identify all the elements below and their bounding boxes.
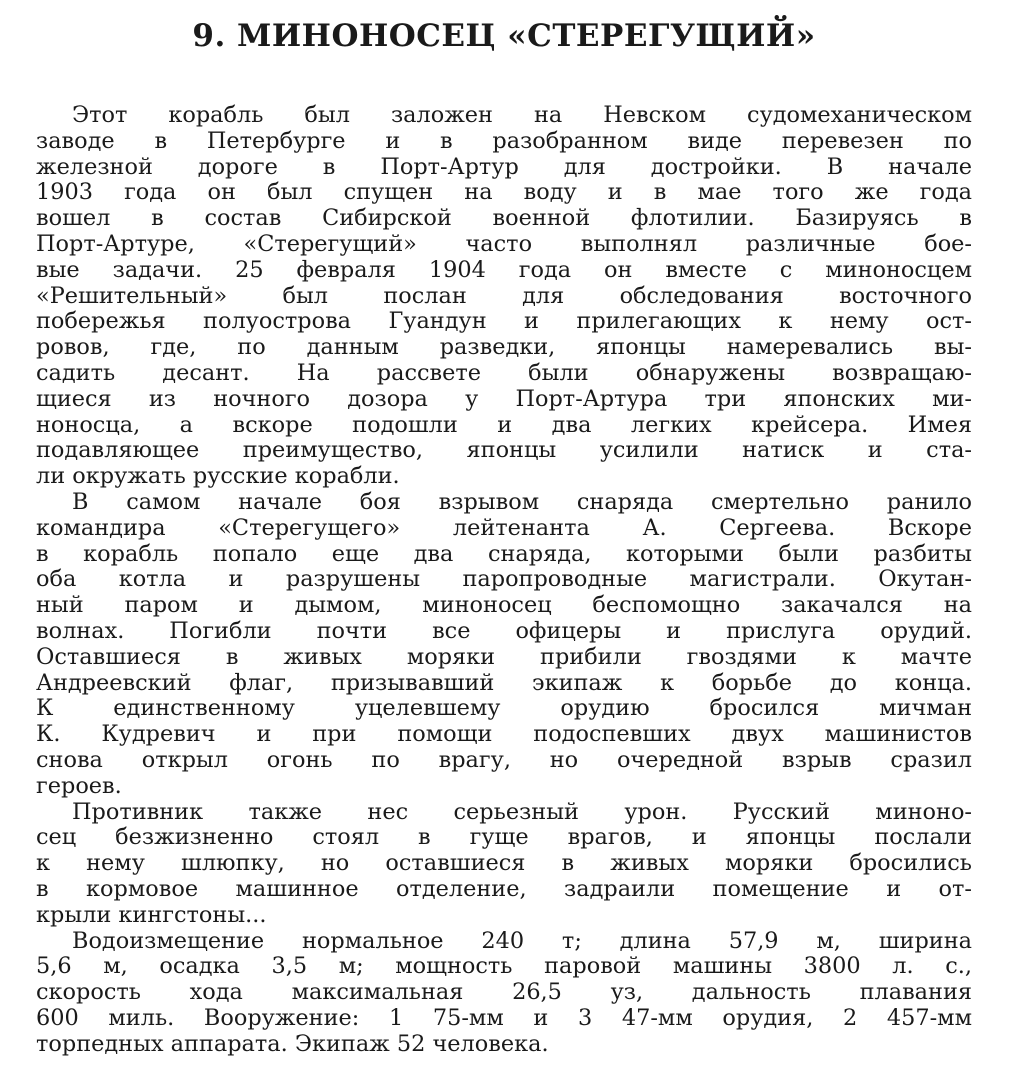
paragraph (36, 490, 972, 800)
text-line: «Решительный» был послан для обследования восточного (36, 283, 972, 309)
text-line: побережья полуострова Гуандун и прилегающих к нему ост- (36, 309, 972, 335)
text-line: ноносца, а вскоре подошли и два легких крейсера. Имея (36, 412, 972, 438)
text-line: К единственному уцелевшему орудию бросился мичман (36, 696, 972, 722)
paragraph (36, 929, 972, 1058)
document-page (36, 14, 972, 1057)
text-line: к нему шлюпку, но оставшиеся в живых моряки бросились (36, 851, 972, 877)
text-line: садить десант. На рассвете были обнаружены возвращаю- (36, 360, 972, 386)
text-line: Порт-Артуре, «Стерегущий» часто выполнял различные бое- (36, 231, 972, 257)
text-line: Противник также нес серьезный урон. Русский миноно- (72, 799, 972, 825)
text-line: вошел в состав Сибирской военной флотилии. Базируясь в (36, 206, 972, 232)
text-line: 1903 года он был спущен на воду и в мае того же года (36, 180, 972, 206)
text-line: в корабль попало еще два снаряда, которыми были разбиты (36, 541, 972, 567)
text-line: железной дороге в Порт-Артур для достройки. В начале (36, 154, 972, 180)
text-line: подавляющее преимущество, японцы усилили натиск и ста- (36, 438, 972, 464)
text-line: скорость хода максимальная 26,5 уз, дальность плавания (36, 980, 972, 1006)
text-line: командира «Стерегущего» лейтенанта А. Сергеева. Вскоре (36, 515, 972, 541)
text-line: Этот корабль был заложен на Невском судомеханическом (72, 103, 972, 128)
text-line: ный паром и дымом, миноносец беспомощно закачался на (36, 593, 972, 619)
paragraph (36, 103, 972, 490)
text-line: ровов, где, по данным разведки, японцы намеревались вы- (36, 335, 972, 361)
body-text (36, 103, 972, 1057)
text-line: снова открыл огонь по врагу, но очередной взрыв сразил (36, 747, 972, 773)
text-line: оба котла и разрушены паропроводные магистрали. Окутан- (36, 567, 972, 593)
text-line: волнах. Погибли почти все офицеры и прислуга орудий. (36, 618, 972, 644)
text-line: щиеся из ночного дозора у Порт-Артура три японских ми- (36, 386, 972, 412)
text-line: В самом начале боя взрывом снаряда смертельно ранило (72, 489, 972, 515)
text-line: 600 миль. Вооружение: 1 75-мм и 3 47-мм орудия, 2 457-мм (36, 1005, 972, 1031)
text-line: К. Кудревич и при помощи подоспевших двух машинистов (36, 722, 972, 748)
text-line: вые задачи. 25 февраля 1904 года он вместе с миноносцем (36, 257, 972, 283)
paragraph (36, 800, 972, 929)
text-line: ли окружать русские корабли. (36, 464, 400, 490)
text-line: заводе в Петербурге и в разобранном виде перевезен по (36, 128, 972, 154)
text-line: в кормовое машинное отделение, задраили помещение и от- (36, 876, 972, 902)
text-line: крыли кингстоны... (36, 902, 267, 928)
text-line: 5,6 м, осадка 3,5 м; мощность паровой машины 3800 л. с., (36, 954, 972, 980)
page-title: 9. МИНОНОСЕЦ «СТЕРЕГУЩИЙ» (192, 18, 816, 54)
text-line: торпедных аппарата. Экипаж 52 человека. (36, 1031, 549, 1057)
text-line: Водоизмещение нормальное 240 т; длина 57,9 м, ширина (72, 928, 972, 954)
text-line: Оставшиеся в живых моряки прибили гвоздями к мачте (36, 644, 972, 670)
text-line: героев. (36, 773, 122, 799)
text-line: сец безжизненно стоял в гуще врагов, и японцы послали (36, 825, 972, 851)
text-line: Андреевский флаг, призывавший экипаж к борьбе до конца. (36, 670, 972, 696)
